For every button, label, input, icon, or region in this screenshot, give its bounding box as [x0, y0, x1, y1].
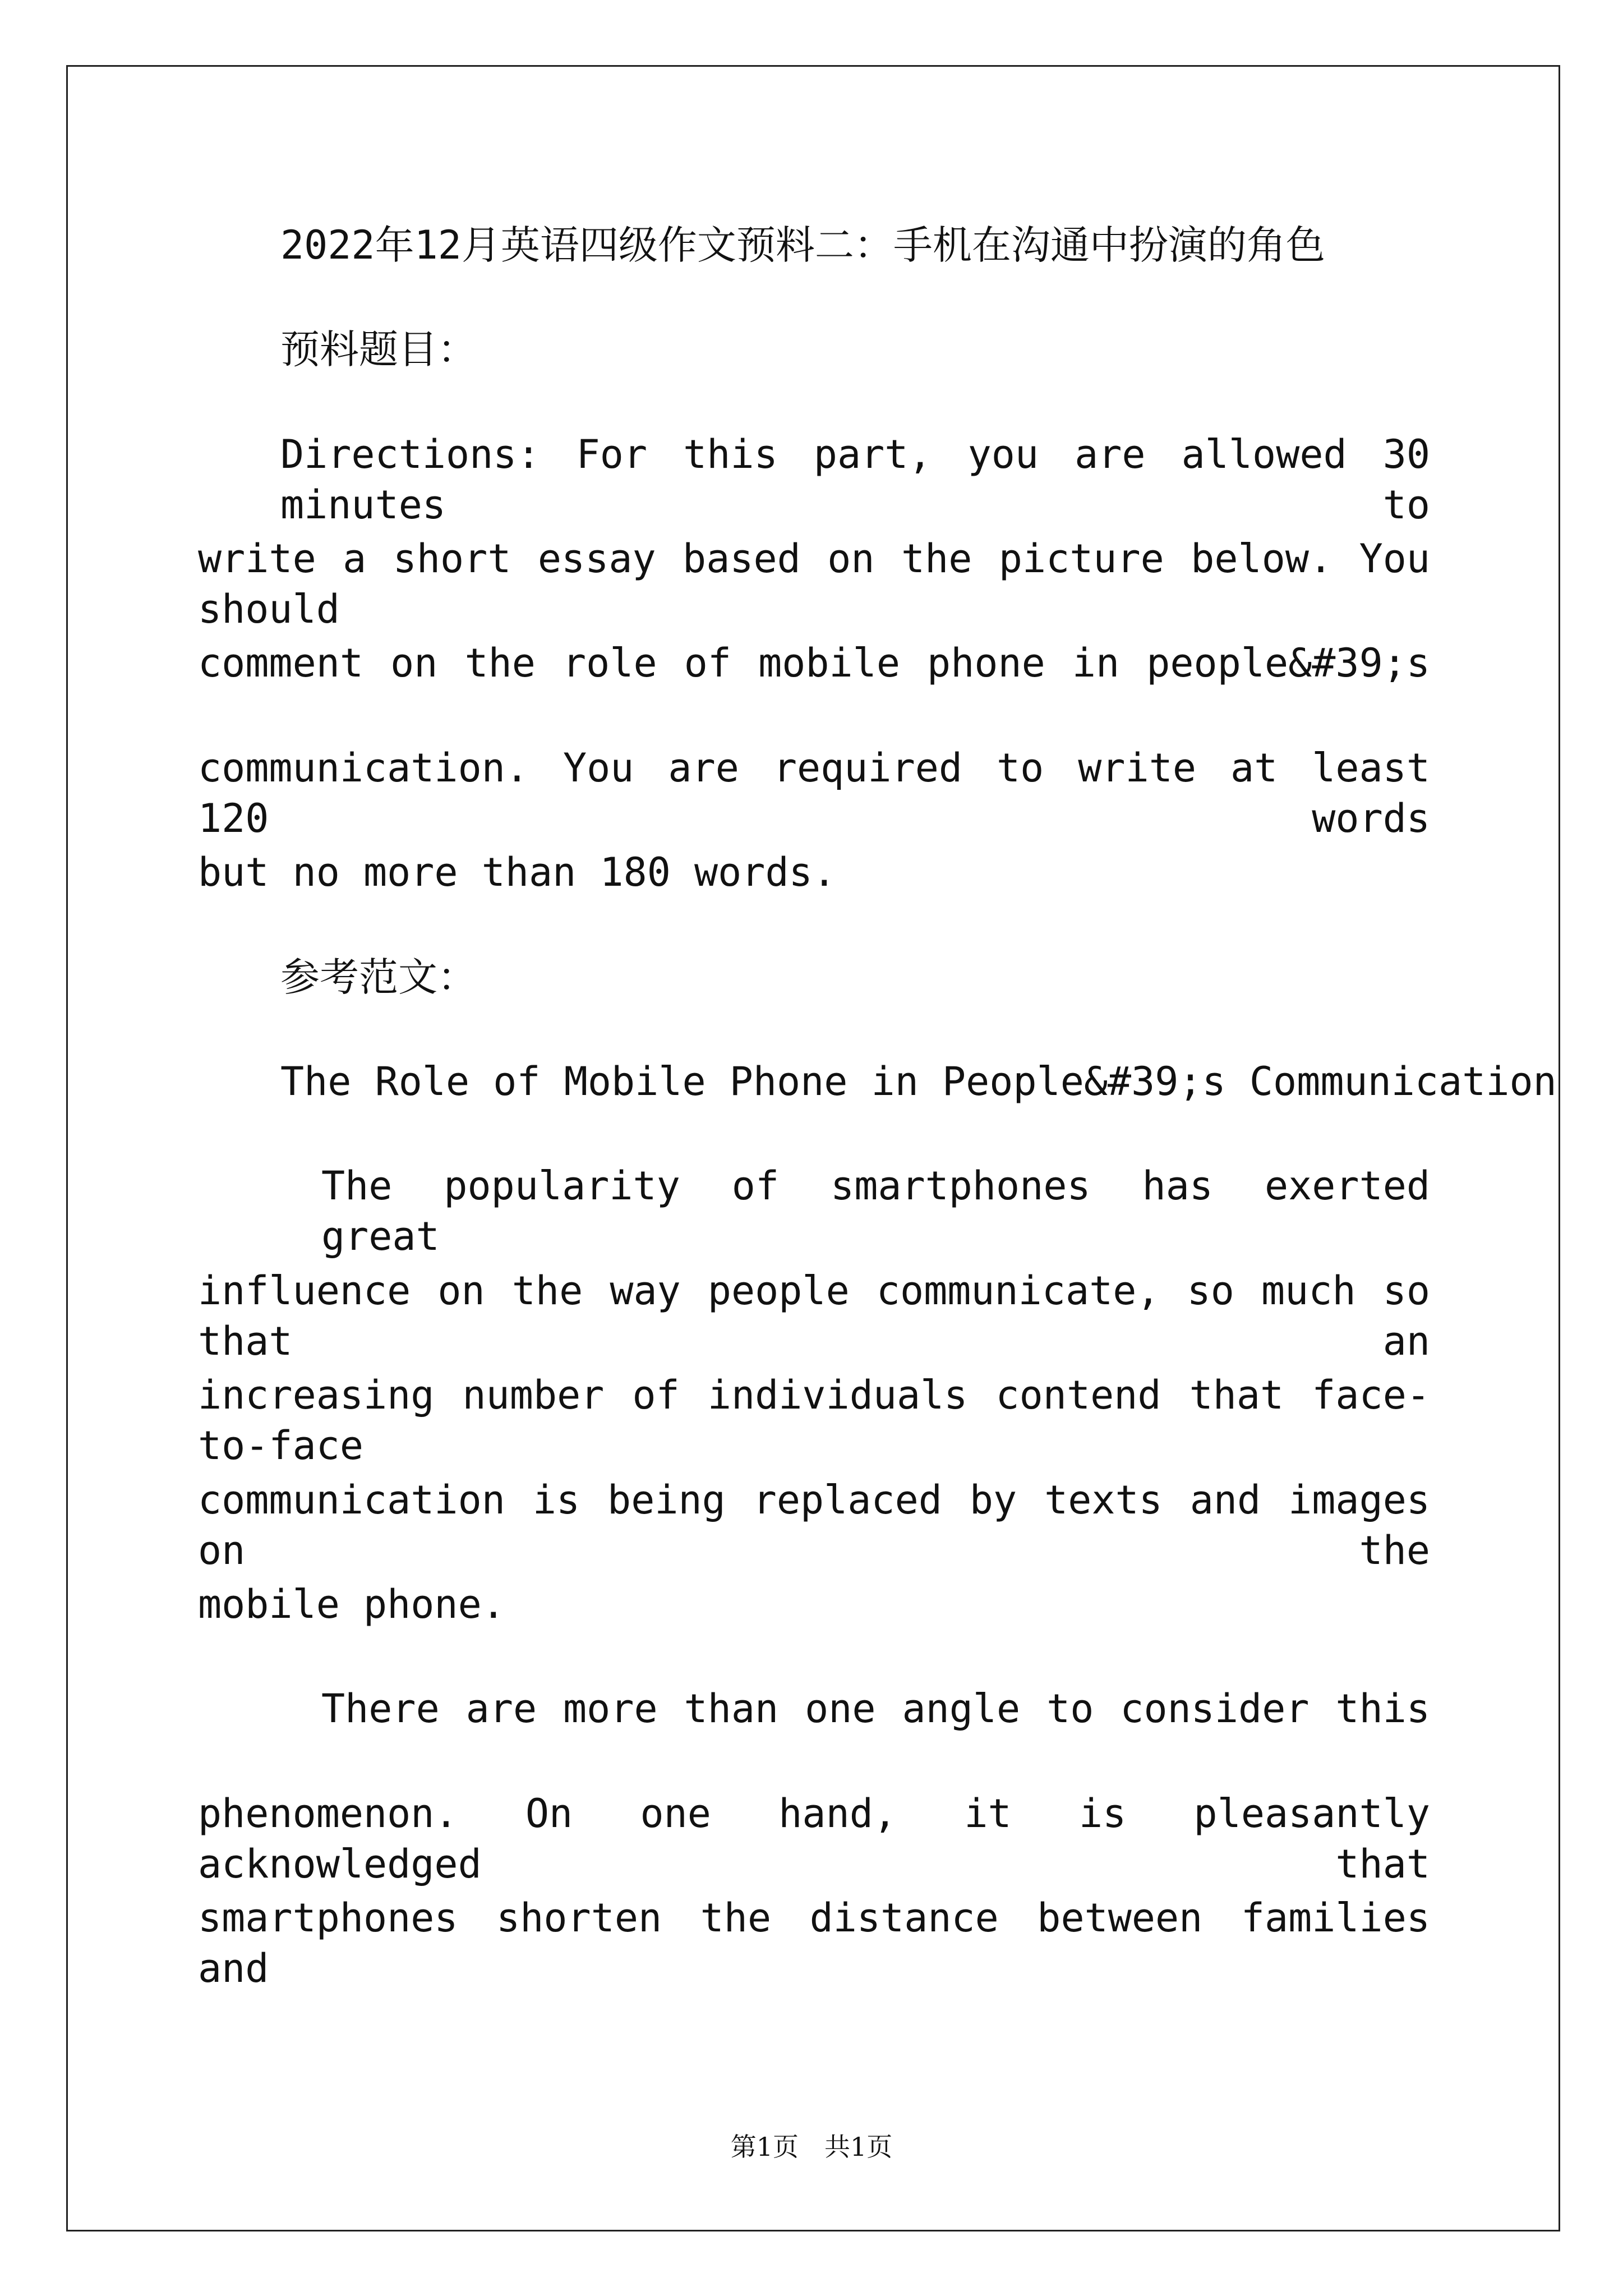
directions-line: Directions: For this part, you are allowed 30 minutes to: [280, 431, 1430, 528]
paragraph-line: There are more than one angle to consider this: [321, 1686, 1430, 1732]
paragraph-line: communication is being replaced by texts and images on the: [198, 1477, 1430, 1573]
page-number: 第1页 共1页: [730, 2132, 893, 2162]
document-title: 2022年12月英语四级作文预料二：手机在沟通中扮演的角色: [280, 222, 1325, 268]
essay-title: The Role of Mobile Phone in People&#39;s Communication: [280, 1059, 1557, 1105]
sample-heading: 参考范文：: [280, 954, 477, 1000]
directions-line: communication. You are required to write at least 120 words: [198, 745, 1430, 841]
paragraph-line: increasing number of individuals contend that face-to-face: [198, 1372, 1430, 1469]
paragraph-line: The popularity of smartphones has exerted great: [321, 1163, 1430, 1259]
directions-line: comment on the role of mobile phone in people&#39;s: [198, 640, 1430, 686]
topic-heading: 预料题目：: [280, 326, 477, 372]
directions-line: but no more than 180 words.: [198, 849, 836, 895]
paragraph-line: smartphones shorten the distance between families and: [198, 1895, 1430, 1991]
paragraph-line: phenomenon. On one hand, it is pleasantly acknowledged that: [198, 1791, 1430, 1887]
paragraph-line: influence on the way people communicate, so much so that an: [198, 1268, 1430, 1364]
directions-line: write a short essay based on the picture below. You should: [198, 536, 1430, 632]
paragraph-line: mobile phone.: [198, 1581, 505, 1627]
